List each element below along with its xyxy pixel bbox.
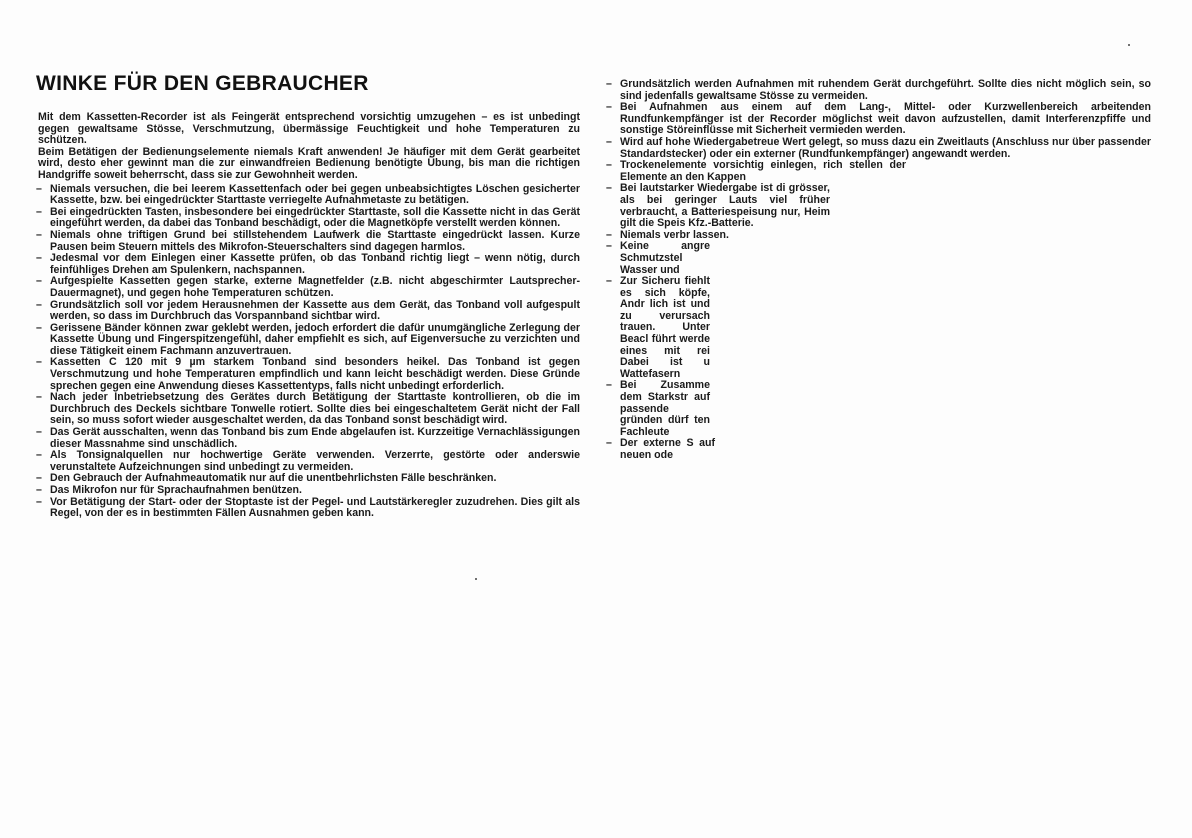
list-item: – Als Tonsignalquellen nur hochwertige Geräte verwenden. Verzerrte, gestörte oder anderswie verunstaltete Aufzeichnungen sind unbedingt zu vermeiden. bbox=[36, 449, 580, 473]
list-item: – Bei Zusamme dem Starkstr auf passende gründen dürf ten Fachleute bbox=[606, 379, 710, 438]
list-item: – Zur Sicheru fiehlt es sich köpfe, Andr lich ist und zu verursach trauen. Unter Beacl führt werde eines mit rei Dabei ist u Wattefasern bbox=[606, 275, 710, 380]
intro-paragraph-2: Beim Betätigen der Bedienungselemente niemals Kraft anwenden! Je häufiger mit dem Gerät gearbeitet wird, desto eher gewinnt man die zur einwandfreien Bedienung benötigte Übung, bis man die richtigen Handgriffe soweit beherrscht, dass sie zur Gewohnheit werden. bbox=[38, 145, 580, 181]
list-item: – Den Gebrauch der Aufnahmeautomatik nur auf die unentbehrlichsten Fälle beschränken. bbox=[36, 472, 497, 485]
list-item: – Das Gerät ausschalten, wenn das Tonband bis zum Ende abgelaufen ist. Kurzzeitige Vernachlässigungen dieser Massnahme sind unschädlich. bbox=[36, 426, 580, 450]
list-item: – Niemals ohne triftigen Grund bei stillstehendem Laufwerk die Starttaste eingedrückt lassen. Kurze Pausen beim Steuern mittels des Mikrofon-Steuerschalters sind dagegen harmlos. bbox=[36, 228, 580, 253]
right-list-top bbox=[606, 79, 1151, 160]
list-item: – Grundsätzlich werden Aufnahmen mit ruhendem Gerät durchgeführt. Sollte dies nicht möglich sein, so sind jedenfalls gewaltsame Stösse zu vermeiden. bbox=[606, 78, 1151, 102]
list-item: – Der externe S auf neuen ode bbox=[606, 437, 715, 461]
list-item: – Kassetten C 120 mit 9 µm starkem Tonband sind besonders heikel. Das Tonband ist gegen Verschmutzung und hohe Temperaturen empfindlich und kann leicht beschädigt werden. Diese Gründe sprechen gegen eine Anwendung dieses Kassettentyps, falls nicht unbedingt erforderlich. bbox=[36, 356, 580, 392]
list-item: – Nach jeder Inbetriebsetzung des Gerätes durch Betätigung der Starttaste kontrollieren, ob die im Durchbruch des Deckels sichtbare Tonwelle rotiert. Sollte dies bei eingeschaltetem Gerät nicht der Fall sein, so muss sofort wieder ausgeschaltet werden, da das Tonband sonst beschädigt wird. bbox=[36, 391, 580, 427]
list-item: – Grundsätzlich soll vor jedem Herausnehmen der Kassette aus dem Gerät, das Tonband voll aufgespult werden, so dass im Durchbruch das Vorspannband sichtbar wird. bbox=[36, 298, 580, 323]
right-column bbox=[606, 79, 1151, 462]
list-item: – Niemals verbr lassen. bbox=[606, 228, 729, 241]
scan-speck bbox=[475, 578, 477, 580]
intro-paragraph-1: Mit dem Kassetten-Recorder ist als Feingerät entsprechend vorsichtig umzugehen – es ist unbedingt gegen gewaltsame Stösse, Verschmutzung, übermässige Feuchtigkeit und hohe Temperaturen zu schützen. bbox=[38, 111, 580, 147]
list-item: – Trockenelemente vorsichtig einlegen, rich stellen der Elemente an den Kappen bbox=[606, 159, 906, 183]
list-item: – Jedesmal vor dem Einlegen einer Kassette prüfen, ob das Tonband richtig liegt – wenn nötig, durch feinfühliges Drehen am Spulenkern, nachspannen. bbox=[36, 252, 580, 276]
list-item: – Niemals versuchen, die bei leerem Kassettenfach oder bei gegen unbeabsichtigtes Löschen gesicherter Kassette, bzw. bei eingedrückter Starttaste verriegelte Aufnahmetaste zu betätigen. bbox=[36, 182, 580, 207]
list-item: – Aufgespielte Kassetten gegen starke, externe Magnetfelder (z.B. nicht abgeschirmter Lautsprecher-Dauermagnet), und gegen hohe Temperaturen schützen. bbox=[36, 275, 580, 299]
left-column bbox=[36, 72, 580, 520]
scan-speck bbox=[1128, 44, 1130, 46]
list-item: – Bei Aufnahmen aus einem auf dem Lang-, Mittel- oder Kurzwellenbereich arbeitenden Rundfunkempfänger ist der Recorder möglichst weit davon aufzustellen, damit Interferenzpfiffe und sonstige Störeinflüsse mit Sicherheit vermieden werden. bbox=[606, 101, 1151, 137]
list-item: – Wird auf hohe Wiedergabetreue Wert gelegt, so muss dazu ein Zweitlauts (Anschluss nur über passender Standardstecker) oder ein externer (Rundfunkempfänger) angewandt werden. bbox=[606, 135, 1151, 160]
list-item: – Das Mikrofon nur für Sprachaufnahmen benützen. bbox=[36, 484, 302, 496]
list-item: – Gerissene Bänder können zwar geklebt werden, jedoch erfordert die dafür unumgängliche Zerlegung der Kassette Übung und Fingerspitzengefühl, daher empfiehlt es sich, auf Eigenversuche zu verzichten und diese Tätigkeit einem Fachmann anzuvertrauen. bbox=[36, 321, 580, 357]
left-list bbox=[36, 184, 580, 520]
list-item: – Vor Betätigung der Start- oder der Stoptaste ist der Pegel- und Lautstärkeregler zuzudrehen. Dies gilt als Regel, von der es in bestimmten Fällen Ausnahmen geben kann. bbox=[36, 495, 580, 520]
page-title: WINKE FÜR DEN GEBRAUCHER bbox=[36, 72, 369, 95]
list-item: – Bei lautstarker Wiedergabe ist di grösser, als bei geringer Lauts viel früher verbraucht, a Batteriespeisung nur, Heim gilt die Speis Kfz.-Batterie. bbox=[606, 182, 830, 230]
list-item: – Keine angre Schmutzstel Wasser und bbox=[606, 240, 710, 276]
list-item: – Bei eingedrückten Tasten, insbesondere bei eingedrückter Starttaste, soll die Kassette nicht in das Gerät eingeführt werden, da dabei das Tonband beschädigt, oder die Magnetköpfe verstellt werden können. bbox=[36, 205, 580, 230]
right-list-truncated bbox=[606, 160, 906, 461]
